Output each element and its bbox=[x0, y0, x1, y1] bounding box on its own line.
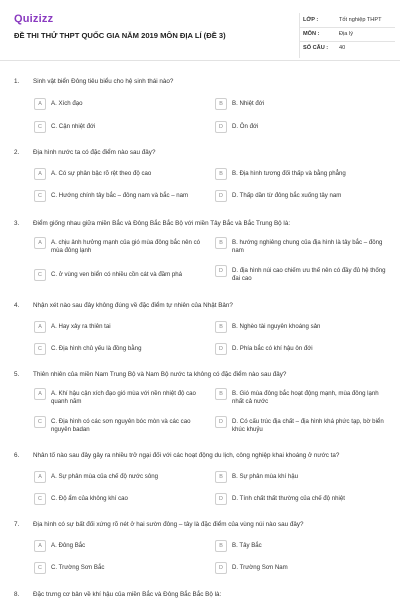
info-label: SỐ CÂU : bbox=[303, 45, 329, 51]
page-title: ĐỀ THI THỬ THPT QUỐC GIA NĂM 2019 MÔN ĐỊA LÍ (ĐỀ 3) bbox=[14, 31, 226, 40]
option-text: B. Nhiệt đới bbox=[232, 100, 265, 107]
option-letter-badge: A bbox=[34, 540, 46, 552]
option-letter-badge: D bbox=[215, 416, 227, 428]
question-text: Nhận xét nào sau đây không đúng về đặc điểm tự nhiên của Nhật Bản? bbox=[33, 302, 233, 309]
option-text: B. hướng nghiêng chung của địa hình là tây bắc – đông nam bbox=[232, 239, 383, 255]
option-text: B. Gió mùa đông bắc hoạt động mạnh, mùa đông lạnh nhất cả nước bbox=[232, 390, 379, 406]
question-number: 8. bbox=[14, 591, 20, 598]
question-number: 1. bbox=[14, 78, 20, 85]
info-row-subject bbox=[297, 27, 397, 41]
option-letter-badge: A bbox=[34, 98, 46, 110]
option-letter-badge: B bbox=[215, 471, 227, 483]
header-divider bbox=[0, 60, 400, 61]
option-text: A. Đông Bắc bbox=[51, 542, 86, 549]
question-text: Địa hình nước ta có đặc điểm nào sau đây? bbox=[33, 149, 156, 156]
option-letter-badge: A bbox=[34, 237, 46, 249]
option-text: A. Sự phân mùa của chế độ nước sông bbox=[51, 473, 159, 480]
option-text: C. Độ ẩm của không khí cao bbox=[51, 495, 128, 502]
option-letter-badge: C bbox=[34, 121, 46, 133]
option-letter-badge: C bbox=[34, 493, 46, 505]
option-text: B. Nghèo tài nguyên khoáng sản bbox=[232, 323, 321, 330]
option-text: A. Xích đạo bbox=[51, 100, 83, 107]
option-letter-badge: C bbox=[34, 562, 46, 574]
option-letter-badge: D bbox=[215, 562, 227, 574]
option-letter-badge: B bbox=[215, 540, 227, 552]
option-letter-badge: D bbox=[215, 265, 227, 277]
option-text: B. Sự phân mùa khí hậu bbox=[232, 473, 299, 480]
question-number: 2. bbox=[14, 149, 20, 156]
option-text: D. Ôn đới bbox=[232, 123, 259, 130]
option-text: B. Địa hình tương đối thấp và bằng phẳng bbox=[232, 170, 346, 177]
question-text: Sinh vật biển Đông tiêu biểu cho hệ sinh thái nào? bbox=[33, 78, 174, 85]
info-row-class bbox=[297, 13, 397, 27]
quizizz-logo: Quizizz bbox=[14, 13, 54, 25]
option-text: B. Tây Bắc bbox=[232, 542, 262, 549]
question-number: 3. bbox=[14, 220, 20, 227]
option-text: C. Cận nhiệt đới bbox=[51, 123, 96, 130]
info-value: 40 bbox=[339, 45, 346, 51]
option-letter-badge: C bbox=[34, 343, 46, 355]
option-letter-badge: B bbox=[215, 321, 227, 333]
info-label: MÔN : bbox=[303, 31, 320, 37]
question-text: Điểm giống nhau giữa miền Bắc và Đông Bắc Bắc Bộ với miền Tây Bắc và Bắc Trung Bộ là: bbox=[33, 220, 291, 227]
option-text: C. Địa hình chủ yếu là đồng bằng bbox=[51, 345, 142, 352]
option-letter-badge: D bbox=[215, 343, 227, 355]
info-divider bbox=[299, 27, 395, 28]
question-number: 5. bbox=[14, 371, 20, 378]
option-letter-badge: D bbox=[215, 121, 227, 133]
option-text: D. Thấp dần từ đông bắc xuống tây nam bbox=[232, 192, 342, 199]
info-row-count bbox=[297, 41, 397, 55]
option-text: A. Có sự phân bậc rõ rệt theo độ cao bbox=[51, 170, 152, 177]
option-letter-badge: A bbox=[34, 168, 46, 180]
option-text: C. Hướng chính tây bắc – đông nam và bắc – nam bbox=[51, 192, 189, 199]
option-letter-badge: C bbox=[34, 190, 46, 202]
option-text: D. Có cấu trúc địa chất – địa hình khá phức tạp, bờ biển khúc khuỷu bbox=[232, 418, 384, 434]
question-text: Địa hình có sự bất đối xứng rõ nét ở hai sườn đông – tây là đặc điểm của vùng núi nào sau đây? bbox=[33, 521, 304, 528]
option-text: A. chịu ảnh hưởng mạnh của gió mùa đông bắc nên có mùa đông lạnh bbox=[51, 239, 201, 255]
question-number: 7. bbox=[14, 521, 20, 528]
header bbox=[0, 0, 400, 62]
info-value: Tốt nghiệp THPT bbox=[339, 17, 382, 23]
info-label: LỚP : bbox=[303, 17, 319, 23]
info-value: Địa lý bbox=[339, 31, 353, 37]
option-text: C. Địa hình có các sơn nguyên bóc mòn và các cao nguyên badan bbox=[51, 418, 191, 434]
option-letter-badge: C bbox=[34, 416, 46, 428]
option-text: A. Hay xảy ra thiên tai bbox=[51, 323, 111, 330]
option-letter-badge: B bbox=[215, 98, 227, 110]
option-text: D. Tính chất thất thường của chế độ nhiệt bbox=[232, 495, 345, 502]
option-letter-badge: B bbox=[215, 237, 227, 249]
question-text: Thiên nhiên của miền Nam Trung Bộ và Nam Bộ nước ta không có đặc điểm nào sau đây? bbox=[33, 371, 287, 378]
option-letter-badge: D bbox=[215, 493, 227, 505]
option-text: D. địa hình núi cao chiếm ưu thế nên có đầy đủ hệ thống đai cao bbox=[232, 267, 386, 283]
option-letter-badge: B bbox=[215, 168, 227, 180]
question-text: Đặc trưng cơ bản về khí hậu của miền Bắc và Đông Bắc Bắc Bộ là: bbox=[33, 591, 222, 598]
option-text: A. Khí hậu cận xích đạo gió mùa với nền nhiệt độ cao quanh năm bbox=[51, 390, 196, 406]
question-text: Nhân tố nào sau đây gây ra nhiều trở ngại đối với các hoạt động du lịch, công nghiệp khai khoáng ở nước ta? bbox=[33, 452, 340, 459]
info-divider bbox=[299, 41, 395, 42]
question-number: 4. bbox=[14, 302, 20, 309]
option-letter-badge: C bbox=[34, 269, 46, 281]
option-text: C. ở vùng ven biển có nhiều cồn cát và đầm phá bbox=[51, 271, 183, 278]
question-number: 6. bbox=[14, 452, 20, 459]
option-text: C. Trường Sơn Bắc bbox=[51, 564, 105, 571]
option-text: D. Phía bắc có khí hậu ôn đới bbox=[232, 345, 313, 352]
option-letter-badge: A bbox=[34, 471, 46, 483]
option-text: D. Trường Sơn Nam bbox=[232, 564, 288, 571]
option-letter-badge: A bbox=[34, 388, 46, 400]
option-letter-badge: B bbox=[215, 388, 227, 400]
info-box bbox=[297, 13, 397, 55]
option-letter-badge: A bbox=[34, 321, 46, 333]
option-letter-badge: D bbox=[215, 190, 227, 202]
